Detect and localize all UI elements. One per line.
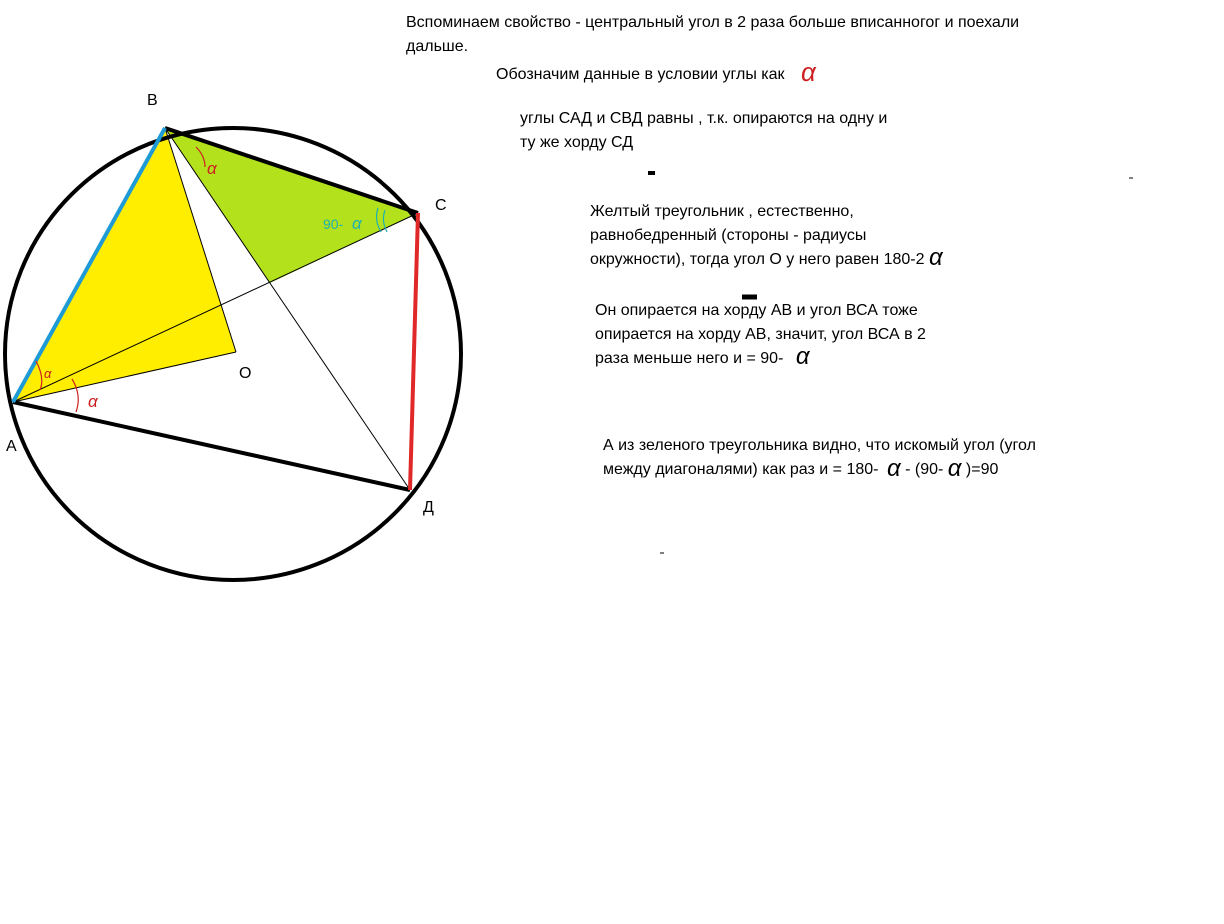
point-label-O: О bbox=[239, 365, 252, 382]
note-green-line2 bbox=[603, 454, 999, 482]
note-equal-angles-line2: ту же хорду СД bbox=[520, 134, 634, 151]
side-AD bbox=[13, 402, 410, 490]
note-green-line1: А из зеленого треугольника видно, что искомый угол (угол bbox=[603, 437, 1036, 454]
point-label-C: C bbox=[435, 197, 447, 214]
alpha-mark-A-outer: α bbox=[88, 392, 98, 411]
point-label-A: A bbox=[6, 438, 17, 455]
alpha-glyph-5: α bbox=[947, 454, 962, 482]
ninety-minus-label-C: 90- bbox=[323, 216, 344, 232]
note-green-line2-part3: )=90 bbox=[965, 461, 999, 478]
alpha-mark-C: α bbox=[352, 214, 362, 233]
note-chord-line2: опирается на хорду АВ, значит, угол ВСА в 2 bbox=[595, 326, 926, 343]
note-chord-line3 bbox=[595, 342, 810, 371]
note-chord-line3-text: раза меньше него и = 90- bbox=[595, 350, 784, 367]
note-yellow-line3 bbox=[590, 243, 943, 272]
alpha-glyph-3: α bbox=[795, 342, 810, 370]
note-yellow-line1: Желтый треугольник , естественно, bbox=[590, 203, 854, 220]
note-yellow-line3-text: окружности), тогда угол О у него равен 180-2 bbox=[590, 251, 925, 268]
alpha-glyph-2: α bbox=[928, 243, 943, 271]
note-denote-alpha-text: Обозначим данные в условии углы как bbox=[496, 66, 785, 83]
note-green-line2-part1: между диагоналями) как раз и = 180- bbox=[603, 461, 879, 478]
note-equal-angles-line1: углы САД и СВД равны , т.к. опираются на одну и bbox=[520, 110, 888, 127]
note-denote-alpha bbox=[496, 56, 816, 87]
alpha-glyph-4: α bbox=[886, 454, 901, 482]
point-label-D: Д bbox=[423, 499, 434, 516]
note-green-line2-part2: - (90- bbox=[905, 461, 944, 478]
alpha-glyph-1: α bbox=[800, 56, 816, 87]
note-property-line1: Вспоминаем свойство - центральный угол в 2 раза больше вписанногог и поехали bbox=[406, 14, 1020, 31]
note-property-line2: дальше. bbox=[406, 38, 469, 55]
alpha-mark-A-inner: α bbox=[44, 366, 52, 381]
side-CD bbox=[410, 213, 418, 490]
note-yellow-line2: равнобедренный (стороны - радиусы bbox=[590, 227, 867, 244]
alpha-mark-B: α bbox=[207, 159, 217, 178]
note-chord-line1: Он опирается на хорду АВ и угол ВСА тоже bbox=[595, 302, 918, 319]
point-label-B: B bbox=[147, 92, 158, 109]
